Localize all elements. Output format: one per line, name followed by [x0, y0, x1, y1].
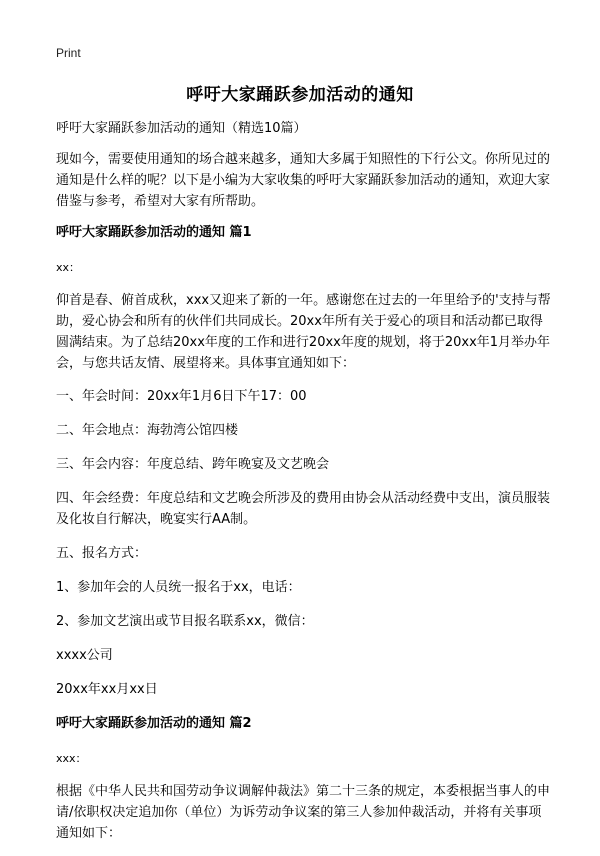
- page-title: 呼吁大家踊跃参加活动的通知: [186, 85, 414, 105]
- article-1-item-registration-1: 1、参加年会的人员统一报名于xx，电话：: [56, 580, 301, 595]
- article-1-heading: 呼吁大家踊跃参加活动的通知 篇1: [56, 225, 252, 240]
- article-1-item-registration: 五、报名方式：: [56, 546, 148, 561]
- print-link[interactable]: Print: [56, 46, 81, 60]
- article-1-item-registration-2: 2、参加文艺演出或节目报名联系xx，微信：: [56, 614, 314, 629]
- article-1-signature-date: 20xx年xx月xx日: [56, 682, 158, 697]
- article-1-item-content: 三、年会内容：年度总结、跨年晚宴及文艺晚会: [56, 457, 330, 472]
- article-1-item-time: 一、年会时间：20xx年1月6日下午17：00: [56, 389, 307, 404]
- article-1-item-funding: 四、年会经费：年度总结和文艺晚会所涉及的费用由协会从活动经费中支出，演员服装及化妆自行解决，晚宴实行AA制。: [56, 491, 551, 527]
- article-2-salutation: xxx：: [56, 752, 87, 765]
- intro-paragraph: 现如今，需要使用通知的场合越来越多，通知大多属于知照性的下行公文。你所见过的通知是什么样的呢？以下是小编为大家收集的呼吁大家踊跃参加活动的通知，欢迎大家借鉴与参考，希望对大家有所帮助。: [56, 152, 551, 209]
- article-2-heading: 呼吁大家踊跃参加活动的通知 篇2: [56, 716, 252, 731]
- article-1-item-location: 二、年会地点：海勃湾公馆四楼: [56, 423, 239, 438]
- article-1-salutation: xx：: [56, 261, 81, 274]
- document-body: [56, 118, 552, 856]
- article-1-body: 仰首是春、俯首成秋，xxx又迎来了新的一年。感谢您在过去的一年里给予的'支持与帮助，爱心协会和所有的伙伴们共同成长。20xx年所有关于爱心的项目和活动都已取得圆满结束。为了总结20xx年度的工作和进行20xx年度的规划，将于20xx年1月举办年会，与您共话友情、展望将来。具体事宜通知如下：: [56, 293, 551, 371]
- document-subtitle: 呼吁大家踊跃参加活动的通知（精选10篇）: [56, 121, 307, 136]
- article-1-signature-company: xxxx公司: [56, 648, 113, 663]
- article-2-body: 根据《中华人民共和国劳动争议调解仲裁法》第二十三条的规定，本委根据当事人的申请/依职权决定追加你（单位）为诉劳动争议案的第三人参加仲裁活动，并将有关事项通知如下：: [56, 784, 551, 841]
